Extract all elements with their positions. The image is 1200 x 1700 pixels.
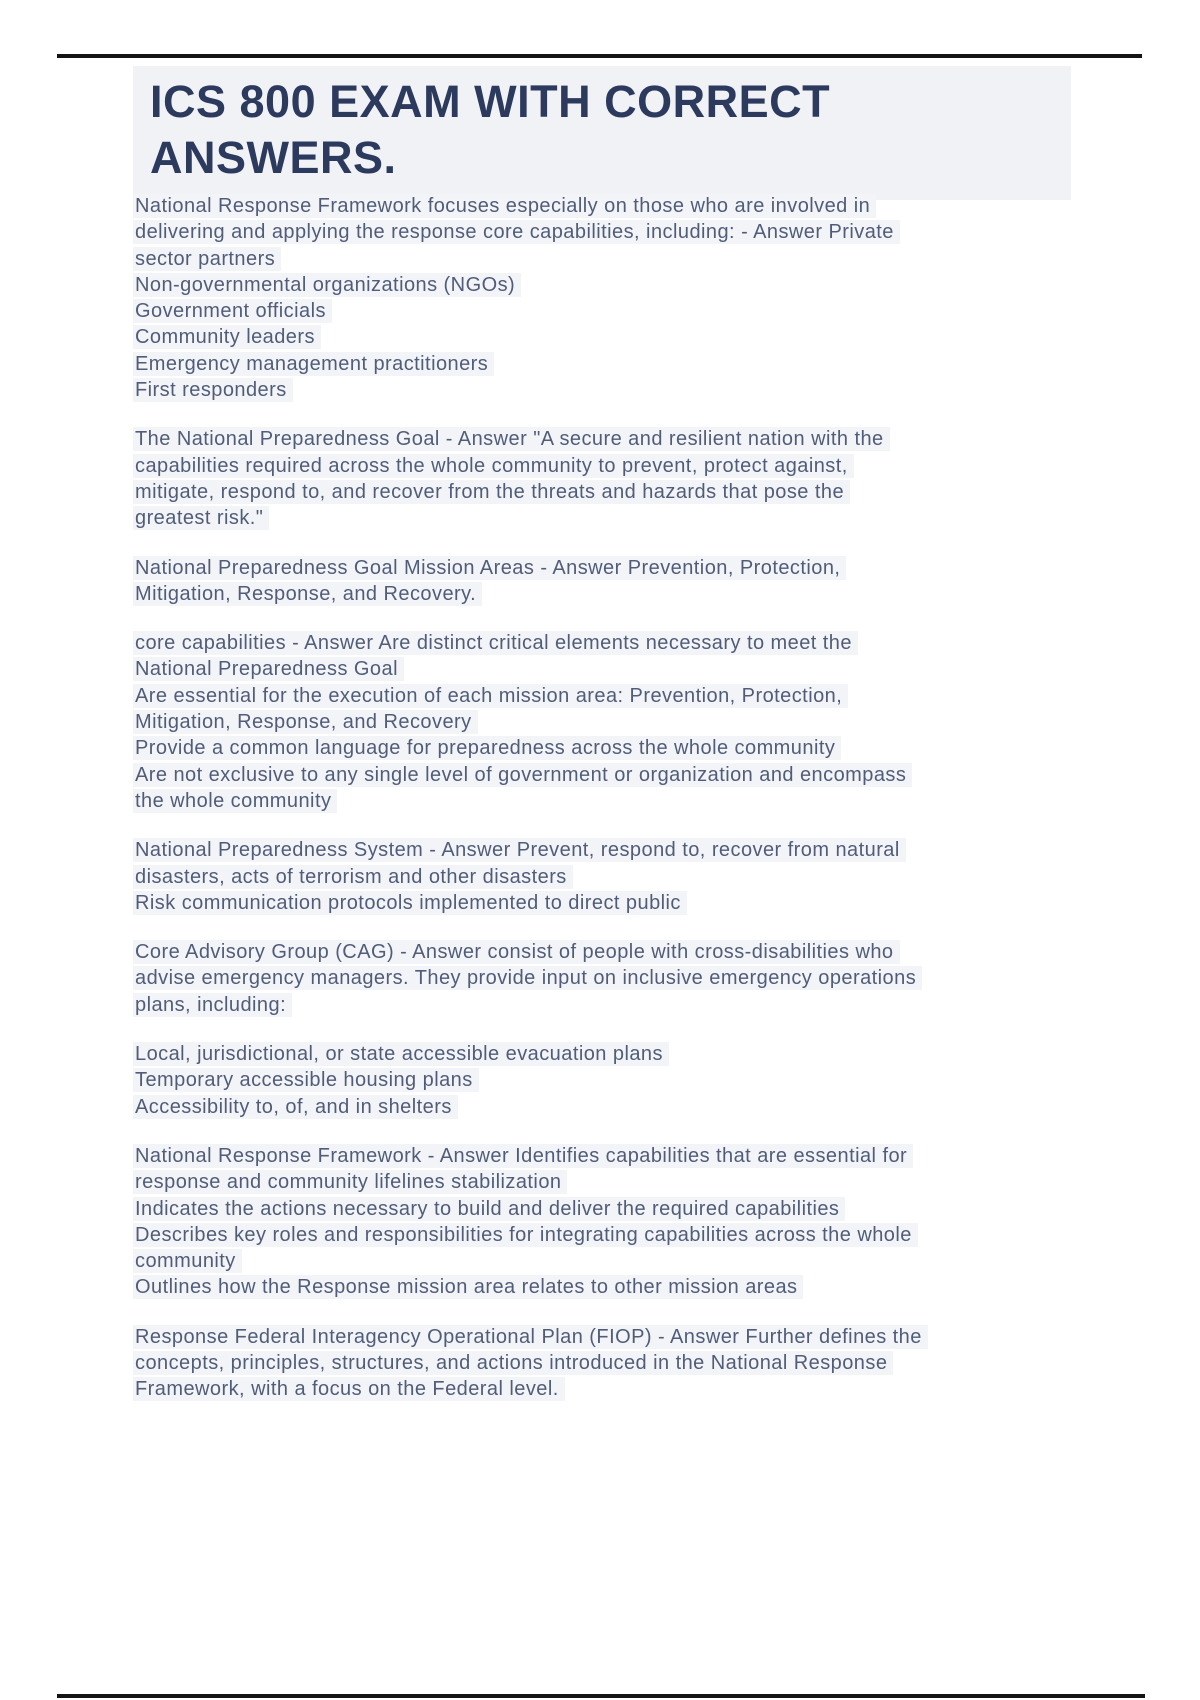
text-line xyxy=(135,939,1125,965)
text-line xyxy=(135,453,1125,479)
text-line xyxy=(135,1324,1125,1350)
text-line xyxy=(135,837,1125,863)
highlighted-text: greatest risk." xyxy=(133,506,269,530)
highlighted-text: The National Preparedness Goal - Answer "A secure and resilient nation with the xyxy=(133,427,890,451)
top-rule xyxy=(57,54,1142,58)
highlighted-text: plans, including: xyxy=(133,993,292,1017)
highlighted-text: Mitigation, Response, and Recovery. xyxy=(133,582,482,606)
highlighted-text: Response Federal Interagency Operational Plan (FIOP) - Answer Further defines the xyxy=(133,1325,928,1349)
text-line xyxy=(135,324,1125,350)
document-title-line-2: ANSWERS. xyxy=(150,132,397,183)
text-line xyxy=(135,377,1125,403)
highlighted-text: Mitigation, Response, and Recovery xyxy=(133,710,478,734)
text-line xyxy=(135,965,1125,991)
highlighted-text: Framework, with a focus on the Federal level. xyxy=(133,1377,565,1401)
text-line xyxy=(135,246,1125,272)
text-line xyxy=(135,479,1125,505)
text-line xyxy=(135,1094,1125,1120)
highlighted-text: mitigate, respond to, and recover from the threats and hazards that pose the xyxy=(133,480,850,504)
paragraph xyxy=(135,193,1125,403)
text-line xyxy=(135,193,1125,219)
text-line xyxy=(135,788,1125,814)
text-line xyxy=(135,426,1125,452)
text-line xyxy=(135,1376,1125,1402)
highlighted-text: Temporary accessible housing plans xyxy=(133,1068,479,1092)
text-line xyxy=(135,1143,1125,1169)
text-line xyxy=(135,1169,1125,1195)
text-line xyxy=(135,298,1125,324)
highlighted-text: First responders xyxy=(133,378,293,402)
text-line xyxy=(135,1067,1125,1093)
text-line xyxy=(135,351,1125,377)
highlighted-text: Are essential for the execution of each mission area: Prevention, Protection, xyxy=(133,684,848,708)
highlighted-text: Emergency management practitioners xyxy=(133,352,494,376)
text-line xyxy=(135,1274,1125,1300)
highlighted-text: Risk communication protocols implemented to direct public xyxy=(133,891,687,915)
paragraph xyxy=(135,555,1125,608)
text-line xyxy=(135,656,1125,682)
highlighted-text: Are not exclusive to any single level of government or organization and encompass xyxy=(133,763,912,787)
text-line xyxy=(135,1248,1125,1274)
highlighted-text: community xyxy=(133,1249,242,1273)
text-line xyxy=(135,709,1125,735)
highlighted-text: National Response Framework focuses especially on those who are involved in xyxy=(133,194,876,218)
highlighted-text: Describes key roles and responsibilities for integrating capabilities across the whole xyxy=(133,1223,918,1247)
highlighted-text: core capabilities - Answer Are distinct critical elements necessary to meet the xyxy=(133,631,858,655)
text-line xyxy=(135,762,1125,788)
highlighted-text: concepts, principles, structures, and actions introduced in the National Response xyxy=(133,1351,893,1375)
text-line xyxy=(135,864,1125,890)
highlighted-text: Non-governmental organizations (NGOs) xyxy=(133,273,521,297)
document-body xyxy=(135,193,1125,1426)
text-line xyxy=(135,1350,1125,1376)
highlighted-text: Core Advisory Group (CAG) - Answer consist of people with cross-disabilities who xyxy=(133,940,900,964)
text-line xyxy=(135,1041,1125,1067)
highlighted-text: National Preparedness System - Answer Prevent, respond to, recover from natural xyxy=(133,838,906,862)
paragraph xyxy=(135,1041,1125,1120)
document-title-block xyxy=(133,66,1071,200)
highlighted-text: National Response Framework - Answer Identifies capabilities that are essential for xyxy=(133,1144,913,1168)
highlighted-text: Government officials xyxy=(133,299,332,323)
highlighted-text: Local, jurisdictional, or state accessible evacuation plans xyxy=(133,1042,669,1066)
text-line xyxy=(135,505,1125,531)
text-line xyxy=(135,890,1125,916)
highlighted-text: capabilities required across the whole community to prevent, protect against, xyxy=(133,454,854,478)
text-line xyxy=(135,1196,1125,1222)
highlighted-text: Accessibility to, of, and in shelters xyxy=(133,1095,458,1119)
highlighted-text: sector partners xyxy=(133,247,281,271)
paragraph xyxy=(135,1143,1125,1301)
paragraph xyxy=(135,837,1125,916)
text-line xyxy=(135,735,1125,761)
text-line xyxy=(135,630,1125,656)
text-line xyxy=(135,683,1125,709)
highlighted-text: disasters, acts of terrorism and other disasters xyxy=(133,865,573,889)
highlighted-text: delivering and applying the response core capabilities, including: - Answer Private xyxy=(133,220,900,244)
paragraph xyxy=(135,426,1125,531)
text-line xyxy=(135,555,1125,581)
document-title-line-1: ICS 800 EXAM WITH CORRECT xyxy=(150,76,831,127)
highlighted-text: Outlines how the Response mission area relates to other mission areas xyxy=(133,1275,803,1299)
highlighted-text: response and community lifelines stabilization xyxy=(133,1170,567,1194)
text-line xyxy=(135,272,1125,298)
paragraph xyxy=(135,939,1125,1018)
highlighted-text: advise emergency managers. They provide input on inclusive emergency operations xyxy=(133,966,922,990)
highlighted-text: the whole community xyxy=(133,789,337,813)
highlighted-text: Provide a common language for preparedness across the whole community xyxy=(133,736,841,760)
highlighted-text: Community leaders xyxy=(133,325,321,349)
text-line xyxy=(135,1222,1125,1248)
bottom-rule xyxy=(57,1694,1145,1698)
text-line xyxy=(135,581,1125,607)
paragraph xyxy=(135,1324,1125,1403)
highlighted-text: Indicates the actions necessary to build and deliver the required capabilities xyxy=(133,1197,845,1221)
text-line xyxy=(135,992,1125,1018)
highlighted-text: National Preparedness Goal Mission Areas - Answer Prevention, Protection, xyxy=(133,556,846,580)
highlighted-text: National Preparedness Goal xyxy=(133,657,404,681)
text-line xyxy=(135,219,1125,245)
paragraph xyxy=(135,630,1125,814)
